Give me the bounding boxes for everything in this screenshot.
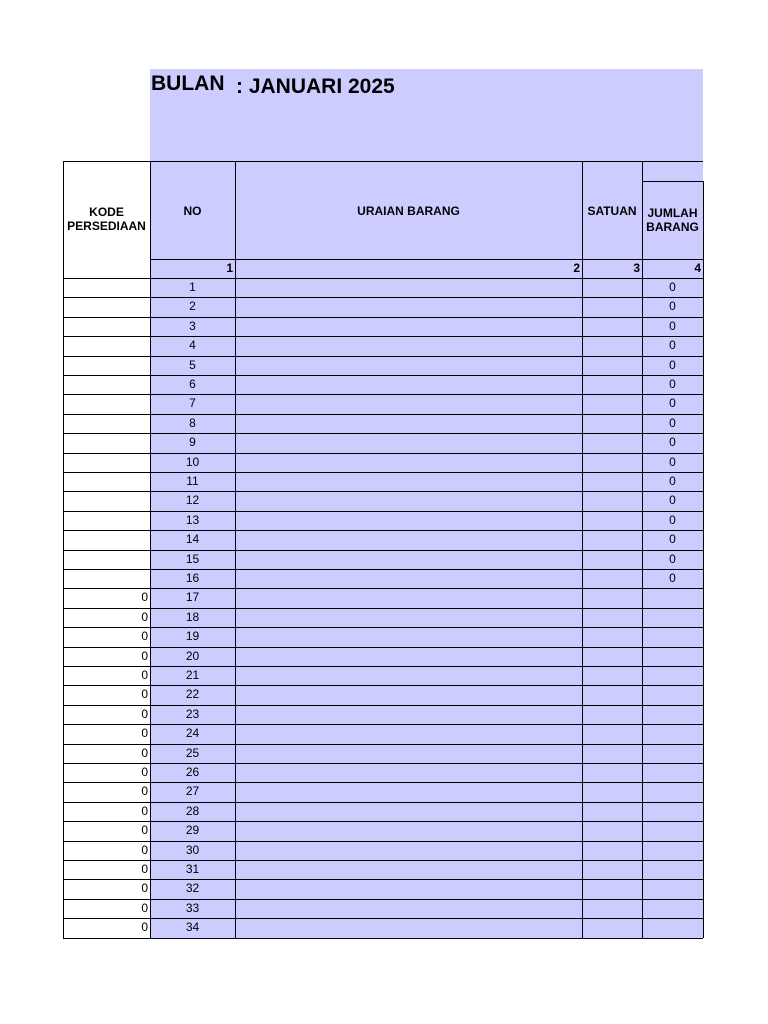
grid-line <box>63 666 703 667</box>
cell-kode[interactable]: 0 <box>141 629 148 644</box>
cell-no[interactable]: 24 <box>150 724 235 743</box>
cell-kode[interactable] <box>63 317 150 336</box>
cell-kode[interactable] <box>63 453 150 472</box>
cell-satuan[interactable] <box>582 821 642 840</box>
cell-no[interactable]: 32 <box>150 879 235 898</box>
cell-jumlah[interactable]: 0 <box>642 491 703 510</box>
cell-jumlah[interactable] <box>642 685 703 704</box>
cell-jumlah[interactable]: 0 <box>642 336 703 355</box>
cell-no[interactable]: 30 <box>150 841 235 860</box>
grid-line <box>63 918 703 919</box>
grid-line <box>63 569 703 570</box>
cell-jumlah[interactable] <box>642 763 703 782</box>
grid-line <box>150 259 703 260</box>
cell-uraian[interactable] <box>235 627 582 646</box>
cell-satuan[interactable] <box>582 433 642 452</box>
grid-line <box>63 685 703 686</box>
cell-satuan[interactable] <box>582 879 642 898</box>
cell-uraian[interactable] <box>235 336 582 355</box>
cell-uraian[interactable] <box>235 530 582 549</box>
cell-no[interactable]: 16 <box>150 569 235 588</box>
grid-line <box>63 821 703 822</box>
cell-no[interactable]: 26 <box>150 763 235 782</box>
cell-kode[interactable]: 0 <box>141 920 148 935</box>
cell-kode[interactable] <box>63 278 150 297</box>
cell-satuan[interactable] <box>582 899 642 918</box>
cell-satuan[interactable] <box>582 356 642 375</box>
grid-line <box>63 375 703 376</box>
cell-kode[interactable]: 0 <box>141 803 148 818</box>
header-jumlah-barang <box>642 181 703 259</box>
cell-kode[interactable]: 0 <box>141 687 148 702</box>
cell-uraian[interactable] <box>235 860 582 879</box>
cell-satuan[interactable] <box>582 588 642 607</box>
cell-kode[interactable]: 0 <box>141 648 148 663</box>
cell-uraian[interactable] <box>235 879 582 898</box>
grid-line <box>582 161 583 938</box>
header-satuan <box>582 162 642 259</box>
header-jumlah-top <box>642 162 703 181</box>
cell-uraian[interactable] <box>235 841 582 860</box>
cell-kode[interactable] <box>63 472 150 491</box>
column-number-2: 2 <box>235 259 582 278</box>
cell-uraian[interactable] <box>235 569 582 588</box>
cell-jumlah[interactable]: 0 <box>642 433 703 452</box>
column-number-1: 1 <box>150 259 235 278</box>
grid-line <box>642 161 643 938</box>
cell-jumlah[interactable]: 0 <box>642 569 703 588</box>
cell-uraian[interactable] <box>235 705 582 724</box>
cell-no[interactable]: 5 <box>150 356 235 375</box>
cell-satuan[interactable] <box>582 297 642 316</box>
cell-satuan[interactable] <box>582 744 642 763</box>
cell-no[interactable]: 1 <box>150 278 235 297</box>
cell-no[interactable]: 21 <box>150 666 235 685</box>
cell-kode[interactable]: 0 <box>141 842 148 857</box>
cell-kode[interactable] <box>63 491 150 510</box>
cell-jumlah[interactable]: 0 <box>642 530 703 549</box>
cell-no[interactable]: 12 <box>150 491 235 510</box>
cell-satuan[interactable] <box>582 375 642 394</box>
cell-no[interactable]: 10 <box>150 453 235 472</box>
cell-satuan[interactable] <box>582 918 642 937</box>
grid-line <box>63 879 703 880</box>
cell-kode[interactable] <box>63 336 150 355</box>
bulan-label: BULAN <box>151 72 225 95</box>
cell-kode[interactable]: 0 <box>141 706 148 721</box>
grid-line <box>63 433 703 434</box>
cell-jumlah[interactable]: 0 <box>642 317 703 336</box>
cell-satuan[interactable] <box>582 841 642 860</box>
cell-no[interactable]: 8 <box>150 414 235 433</box>
cell-uraian[interactable] <box>235 763 582 782</box>
cell-jumlah[interactable] <box>642 627 703 646</box>
cell-satuan[interactable] <box>582 782 642 801</box>
cell-kode[interactable]: 0 <box>141 784 148 799</box>
cell-kode[interactable]: 0 <box>141 862 148 876</box>
cell-kode[interactable]: 0 <box>141 726 148 741</box>
cell-uraian[interactable] <box>235 375 582 394</box>
cell-kode[interactable] <box>63 414 150 433</box>
cell-satuan[interactable] <box>582 647 642 666</box>
cell-jumlah[interactable] <box>642 821 703 840</box>
grid-line <box>63 899 703 900</box>
cell-no[interactable]: 34 <box>150 918 235 937</box>
cell-satuan[interactable] <box>582 511 642 530</box>
cell-satuan[interactable] <box>582 608 642 627</box>
header-uraian-barang <box>235 162 582 259</box>
cell-uraian[interactable] <box>235 918 582 937</box>
cell-satuan[interactable] <box>582 394 642 413</box>
cell-satuan[interactable] <box>582 317 642 336</box>
grid-line <box>63 511 703 512</box>
cell-satuan[interactable] <box>582 705 642 724</box>
grid-line <box>63 491 703 492</box>
cell-satuan[interactable] <box>582 763 642 782</box>
cell-no[interactable]: 33 <box>150 899 235 918</box>
cell-kode[interactable] <box>63 297 150 316</box>
header-uraian-text: URAIAN BARANG <box>357 203 460 218</box>
cell-no[interactable]: 13 <box>150 511 235 530</box>
cell-no[interactable]: 3 <box>150 317 235 336</box>
cell-no[interactable]: 7 <box>150 394 235 413</box>
cell-satuan[interactable] <box>582 550 642 569</box>
cell-kode[interactable] <box>63 375 150 394</box>
cell-kode[interactable] <box>63 569 150 588</box>
grid-line <box>63 608 703 609</box>
cell-uraian[interactable] <box>235 821 582 840</box>
grid-line <box>703 181 704 938</box>
cell-kode[interactable] <box>63 394 150 413</box>
cell-kode[interactable]: 0 <box>141 668 148 682</box>
cell-no[interactable]: 18 <box>150 608 235 627</box>
cell-jumlah[interactable] <box>642 841 703 860</box>
cell-kode[interactable] <box>63 511 150 530</box>
grid-line <box>63 647 703 648</box>
grid-line <box>63 705 703 706</box>
cell-jumlah[interactable] <box>642 802 703 821</box>
cell-uraian[interactable] <box>235 550 582 569</box>
header-kode-text: KODE PERSEDIAAN <box>67 205 146 233</box>
cell-no[interactable]: 15 <box>150 550 235 569</box>
cell-no[interactable]: 2 <box>150 297 235 316</box>
cell-kode[interactable] <box>63 356 150 375</box>
grid-line <box>63 161 64 938</box>
cell-kode[interactable]: 0 <box>141 823 148 838</box>
cell-uraian[interactable] <box>235 472 582 491</box>
header-no <box>150 162 235 259</box>
cell-kode[interactable]: 0 <box>141 881 148 896</box>
grid-line <box>63 588 703 589</box>
cell-jumlah[interactable]: 0 <box>642 414 703 433</box>
grid-line <box>150 161 151 938</box>
cell-jumlah[interactable] <box>642 744 703 763</box>
column-number-4: 4 <box>642 259 703 278</box>
cell-jumlah[interactable] <box>642 918 703 937</box>
cell-uraian[interactable] <box>235 317 582 336</box>
grid-line <box>63 297 703 298</box>
cell-jumlah[interactable]: 0 <box>642 511 703 530</box>
cell-jumlah[interactable] <box>642 782 703 801</box>
cell-no[interactable]: 17 <box>150 588 235 607</box>
grid-line <box>642 181 703 182</box>
header-no-text: NO <box>183 203 202 218</box>
cell-jumlah[interactable]: 0 <box>642 453 703 472</box>
cell-jumlah[interactable] <box>642 879 703 898</box>
cell-uraian[interactable] <box>235 899 582 918</box>
cell-jumlah[interactable]: 0 <box>642 472 703 491</box>
cell-jumlah[interactable] <box>642 608 703 627</box>
grid-line <box>63 453 703 454</box>
grid-line <box>63 414 703 415</box>
cell-uraian[interactable] <box>235 724 582 743</box>
cell-no[interactable]: 25 <box>150 744 235 763</box>
cell-kode[interactable]: 0 <box>141 590 148 605</box>
cell-no[interactable]: 27 <box>150 782 235 801</box>
grid-line <box>63 161 703 162</box>
cell-uraian[interactable] <box>235 453 582 472</box>
grid-line <box>63 530 703 531</box>
cell-uraian[interactable] <box>235 744 582 763</box>
cell-satuan[interactable] <box>582 666 642 685</box>
cell-satuan[interactable] <box>582 414 642 433</box>
grid-line <box>63 782 703 783</box>
cell-kode[interactable]: 0 <box>141 900 148 915</box>
cell-uraian[interactable] <box>235 588 582 607</box>
grid-line <box>63 356 703 357</box>
cell-jumlah[interactable]: 0 <box>642 375 703 394</box>
cell-satuan[interactable] <box>582 491 642 510</box>
header-kode-persediaan <box>63 162 150 278</box>
cell-uraian[interactable] <box>235 608 582 627</box>
grid-line <box>63 550 703 551</box>
cell-uraian[interactable] <box>235 414 582 433</box>
cell-jumlah[interactable] <box>642 705 703 724</box>
cell-jumlah[interactable] <box>642 588 703 607</box>
cell-satuan[interactable] <box>582 860 642 879</box>
cell-satuan[interactable] <box>582 802 642 821</box>
cell-no[interactable]: 22 <box>150 685 235 704</box>
cell-jumlah[interactable] <box>642 899 703 918</box>
grid-line <box>63 744 703 745</box>
cell-kode[interactable]: 0 <box>141 609 148 624</box>
cell-uraian[interactable] <box>235 685 582 704</box>
cell-satuan[interactable] <box>582 569 642 588</box>
cell-no[interactable]: 6 <box>150 375 235 394</box>
cell-jumlah[interactable]: 0 <box>642 297 703 316</box>
cell-no[interactable]: 28 <box>150 802 235 821</box>
grid-line <box>63 317 703 318</box>
cell-satuan[interactable] <box>582 685 642 704</box>
cell-kode[interactable] <box>63 433 150 452</box>
cell-jumlah[interactable] <box>642 666 703 685</box>
cell-no[interactable]: 4 <box>150 336 235 355</box>
grid-line <box>63 278 703 279</box>
cell-jumlah[interactable]: 0 <box>642 356 703 375</box>
cell-satuan[interactable] <box>582 278 642 297</box>
grid-line <box>63 394 703 395</box>
header-band <box>150 69 703 162</box>
cell-uraian[interactable] <box>235 433 582 452</box>
cell-satuan[interactable] <box>582 627 642 646</box>
cell-satuan[interactable] <box>582 530 642 549</box>
cell-uraian[interactable] <box>235 647 582 666</box>
cell-no[interactable]: 31 <box>150 860 235 879</box>
cell-jumlah[interactable]: 0 <box>642 278 703 297</box>
cell-jumlah[interactable] <box>642 724 703 743</box>
cell-satuan[interactable] <box>582 724 642 743</box>
cell-uraian[interactable] <box>235 278 582 297</box>
cell-uraian[interactable] <box>235 782 582 801</box>
header-jumlah-text: JUMLAH BARANG <box>646 206 699 234</box>
cell-no[interactable]: 20 <box>150 647 235 666</box>
cell-uraian[interactable] <box>235 394 582 413</box>
cell-kode[interactable]: 0 <box>141 765 148 779</box>
grid-line <box>63 724 703 725</box>
cell-kode[interactable]: 0 <box>141 745 148 760</box>
cell-no[interactable]: 9 <box>150 433 235 452</box>
cell-satuan[interactable] <box>582 472 642 491</box>
cell-jumlah[interactable] <box>642 860 703 879</box>
bulan-value: : JANUARI 2025 <box>236 75 395 98</box>
cell-jumlah[interactable] <box>642 647 703 666</box>
grid-line <box>63 841 703 842</box>
cell-uraian[interactable] <box>235 666 582 685</box>
cell-no[interactable]: 11 <box>150 472 235 491</box>
header-satuan-text: SATUAN <box>587 203 637 218</box>
cell-no[interactable]: 29 <box>150 821 235 840</box>
grid-line <box>63 938 703 939</box>
cell-satuan[interactable] <box>582 336 642 355</box>
cell-uraian[interactable] <box>235 297 582 316</box>
cell-uraian[interactable] <box>235 491 582 510</box>
cell-jumlah[interactable]: 0 <box>642 394 703 413</box>
grid-line <box>63 336 703 337</box>
cell-jumlah[interactable]: 0 <box>642 550 703 569</box>
grid-line <box>63 763 703 764</box>
grid-line <box>63 860 703 861</box>
cell-satuan[interactable] <box>582 453 642 472</box>
cell-uraian[interactable] <box>235 511 582 530</box>
grid-line <box>235 161 236 938</box>
cell-no[interactable]: 14 <box>150 530 235 549</box>
cell-uraian[interactable] <box>235 802 582 821</box>
grid-line <box>63 802 703 803</box>
cell-kode[interactable] <box>63 530 150 549</box>
cell-kode[interactable] <box>63 550 150 569</box>
cell-no[interactable]: 23 <box>150 705 235 724</box>
cell-no[interactable]: 19 <box>150 627 235 646</box>
grid-line <box>63 472 703 473</box>
grid-line <box>63 627 703 628</box>
cell-uraian[interactable] <box>235 356 582 375</box>
column-number-3: 3 <box>582 259 642 278</box>
